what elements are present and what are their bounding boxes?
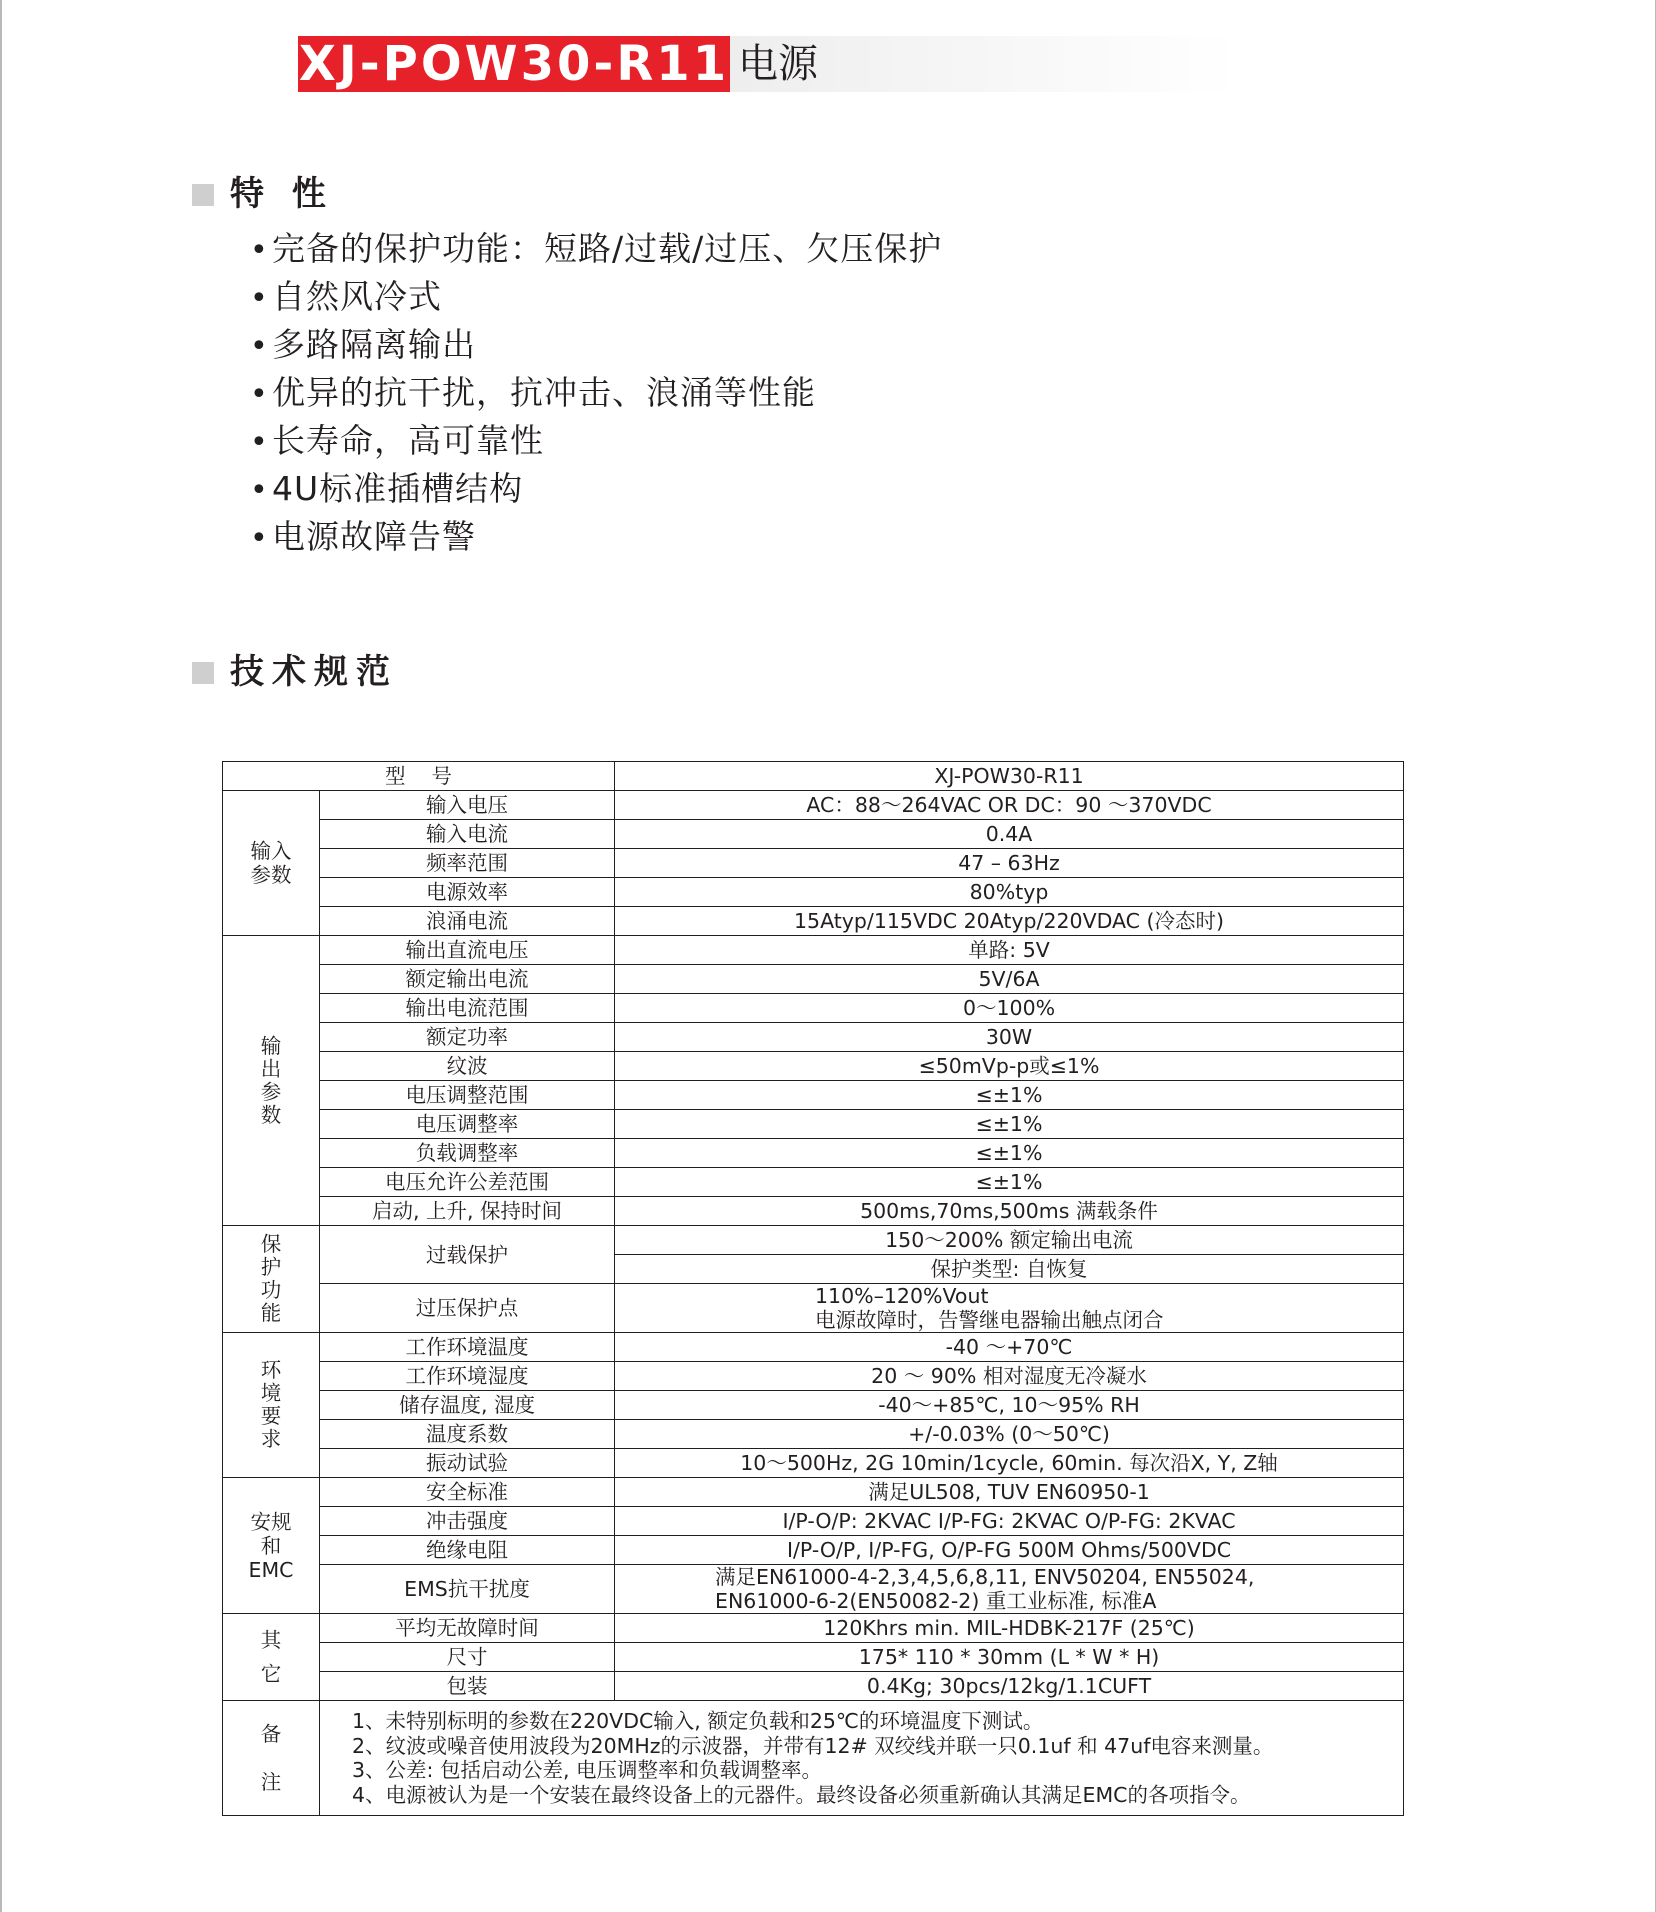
param-label: 电压允许公差范围 — [320, 1168, 615, 1197]
param-value-line: 电源故障时，告警继电器输出触点闭合 — [815, 1308, 1164, 1332]
table-row — [223, 1139, 1404, 1168]
table-row — [223, 1507, 1404, 1536]
param-label: 额定输出电流 — [320, 965, 615, 994]
note-line: 3、公差: 包括启动公差, 电压调整率和负载调整率。 — [352, 1758, 822, 1782]
note-line: 1、未特别标明的参数在220VDC输入, 额定负载和25℃的环境温度下测试。 — [352, 1709, 1044, 1733]
group-protect-text: 保护功能 — [260, 1232, 282, 1325]
param-label: 输入电流 — [320, 820, 615, 849]
param-label: 电压调整率 — [320, 1110, 615, 1139]
param-value: 满足UL508, TUV EN60950-1 — [615, 1478, 1404, 1507]
param-label: 平均无故障时间 — [320, 1614, 615, 1643]
spec-heading-text: 技术规范 — [230, 652, 398, 692]
square-bullet-icon — [192, 184, 214, 206]
list-item: •4U标准插槽结构 — [250, 466, 942, 514]
bullet-dot-icon: • — [250, 329, 269, 364]
table-row — [223, 849, 1404, 878]
note-line: 2、纹波或噪音使用波段为20MHz的示波器，并带有12# 双绞线并联一只0.1uf 和 47uf电容来测量。 — [352, 1733, 1274, 1758]
table-row — [223, 1197, 1404, 1226]
param-value: 150～200% 额定输出电流 — [615, 1226, 1404, 1255]
group-input-text: 输入参数 — [250, 839, 292, 887]
param-value: 175* 110 * 30mm (L * W * H) — [615, 1643, 1404, 1672]
features-list — [250, 226, 942, 562]
param-label: 频率范围 — [320, 849, 615, 878]
param-value: 0.4A — [615, 820, 1404, 849]
param-value-line: EN61000-6-2(EN50082-2) 重工业标准, 标准A — [715, 1589, 1157, 1613]
model-value-cell: XJ-POW30-R11 — [615, 762, 1404, 791]
model-label-cell: 型 号 — [223, 762, 615, 791]
param-label: 尺寸 — [320, 1643, 615, 1672]
param-value-line: 110%–120%Vout — [815, 1284, 989, 1308]
param-value: 保护类型: 自恢复 — [615, 1255, 1404, 1284]
param-value: 单路: 5V — [615, 936, 1404, 965]
spec-table — [222, 761, 1404, 1816]
product-type-title: 电源 — [738, 41, 818, 87]
param-label: 工作环境温度 — [320, 1333, 615, 1362]
param-value: 47 – 63Hz — [615, 849, 1404, 878]
group-input — [223, 791, 320, 936]
param-label: 过压保护点 — [320, 1284, 615, 1333]
group-notes — [223, 1701, 320, 1816]
table-row — [223, 1110, 1404, 1139]
param-value: 15Atyp/115VDC 20Atyp/220VDAC (冷态时) — [615, 907, 1404, 936]
square-bullet-icon — [192, 662, 214, 684]
param-label: 输入电压 — [320, 791, 615, 820]
bullet-dot-icon: • — [250, 473, 269, 508]
group-env-text: 环境要求 — [260, 1358, 282, 1451]
param-label: 温度系数 — [320, 1420, 615, 1449]
list-item: •自然风冷式 — [250, 274, 942, 322]
param-label: 绝缘电阻 — [320, 1536, 615, 1565]
table-row — [223, 1614, 1404, 1643]
param-value: 10～500Hz, 2G 10min/1cycle, 60min. 每次沿X, Y, Z轴 — [615, 1449, 1404, 1478]
param-label: 安全标准 — [320, 1478, 615, 1507]
param-label: 纹波 — [320, 1052, 615, 1081]
table-row — [223, 820, 1404, 849]
table-row — [223, 936, 1404, 965]
group-protect — [223, 1226, 320, 1333]
param-value: 80%typ — [615, 878, 1404, 907]
table-row — [223, 1643, 1404, 1672]
note-line: 4、电源被认为是一个安装在最终设备上的元器件。最终设备必须重新确认其满足EMC的各项指令。 — [352, 1782, 1251, 1807]
table-row — [223, 1420, 1404, 1449]
bullet-dot-icon: • — [250, 281, 269, 316]
page-frame-left — [0, 0, 2, 1912]
product-model-title: XJ-POW30-R11 — [298, 36, 730, 92]
bullet-dot-icon: • — [250, 521, 269, 556]
table-row — [223, 1052, 1404, 1081]
param-value — [615, 1565, 1404, 1614]
param-label: 电源效率 — [320, 878, 615, 907]
table-row — [223, 791, 1404, 820]
table-row — [223, 907, 1404, 936]
param-label: 启动, 上升, 保持时间 — [320, 1197, 615, 1226]
param-label: 过载保护 — [320, 1226, 615, 1284]
group-env — [223, 1333, 320, 1478]
table-row — [223, 1333, 1404, 1362]
param-value: ≤50mVp-p或≤1% — [615, 1052, 1404, 1081]
table-row — [223, 1672, 1404, 1701]
bullet-dot-icon: • — [250, 233, 269, 268]
param-value: ≤±1% — [615, 1168, 1404, 1197]
list-item: •完备的保护功能：短路/过载/过压、欠压保护 — [250, 226, 942, 274]
param-label: 包装 — [320, 1672, 615, 1701]
bullet-dot-icon: • — [250, 425, 269, 460]
group-output-text: 输出参数 — [260, 1033, 282, 1127]
param-value: 5V/6A — [615, 965, 1404, 994]
param-value: 0～100% — [615, 994, 1404, 1023]
param-label: 冲击强度 — [320, 1507, 615, 1536]
param-value: I/P-O/P, I/P-FG, O/P-FG 500M Ohms/500VDC — [615, 1536, 1404, 1565]
param-label: 负载调整率 — [320, 1139, 615, 1168]
param-value-line: 满足EN61000-4-2,3,4,5,6,8,11, ENV50204, EN55024, — [715, 1565, 1255, 1589]
table-row — [223, 1536, 1404, 1565]
list-item: •长寿命，高可靠性 — [250, 418, 942, 466]
param-label: 工作环境湿度 — [320, 1362, 615, 1391]
param-value: 120Khrs min. MIL-HDBK-217F (25℃) — [615, 1614, 1404, 1643]
param-label: EMS抗干扰度 — [320, 1565, 615, 1614]
table-row — [223, 878, 1404, 907]
param-label: 浪涌电流 — [320, 907, 615, 936]
table-row — [223, 1701, 1404, 1816]
features-heading-text: 特 性 — [230, 174, 334, 214]
group-other-text: 其它 — [260, 1628, 282, 1686]
group-safety — [223, 1478, 320, 1614]
table-row — [223, 1362, 1404, 1391]
table-row — [223, 1023, 1404, 1052]
param-value: I/P-O/P: 2KVAC I/P-FG: 2KVAC O/P-FG: 2KVAC — [615, 1507, 1404, 1536]
param-label: 输出直流电压 — [320, 936, 615, 965]
param-label: 振动试验 — [320, 1449, 615, 1478]
group-other — [223, 1614, 320, 1701]
table-row — [223, 1449, 1404, 1478]
group-notes-text: 备注 — [260, 1722, 282, 1794]
list-item: •多路隔离输出 — [250, 322, 942, 370]
param-value: ≤±1% — [615, 1139, 1404, 1168]
param-value — [615, 1284, 1404, 1333]
param-value: 500ms,70ms,500ms 满载条件 — [615, 1197, 1404, 1226]
param-value: ≤±1% — [615, 1081, 1404, 1110]
group-output — [223, 936, 320, 1226]
table-row — [223, 1391, 1404, 1420]
table-row — [223, 1226, 1404, 1255]
param-value: AC：88～264VAC OR DC：90 ～370VDC — [615, 791, 1404, 820]
table-row — [223, 1478, 1404, 1507]
list-item: •电源故障告警 — [250, 514, 942, 562]
param-label: 输出电流范围 — [320, 994, 615, 1023]
table-row — [223, 1168, 1404, 1197]
param-value: 0.4Kg; 30pcs/12kg/1.1CUFT — [615, 1672, 1404, 1701]
bullet-dot-icon: • — [250, 377, 269, 412]
list-item: •优异的抗干扰，抗冲击、浪涌等性能 — [250, 370, 942, 418]
table-row — [223, 1081, 1404, 1110]
param-label: 额定功率 — [320, 1023, 615, 1052]
table-row — [223, 994, 1404, 1023]
param-value: 20 ～ 90% 相对湿度无冷凝水 — [615, 1362, 1404, 1391]
param-value: -40 ～+70℃ — [615, 1333, 1404, 1362]
param-value: ≤±1% — [615, 1110, 1404, 1139]
table-row — [223, 965, 1404, 994]
param-value: +/-0.03% (0～50℃) — [615, 1420, 1404, 1449]
table-row — [223, 762, 1404, 791]
param-value: -40～+85℃, 10～95% RH — [615, 1391, 1404, 1420]
group-safety-text: 安规和EMC — [248, 1509, 294, 1582]
param-label: 电压调整范围 — [320, 1081, 615, 1110]
notes-cell — [320, 1701, 1404, 1816]
param-label: 储存温度, 湿度 — [320, 1391, 615, 1420]
param-value: 30W — [615, 1023, 1404, 1052]
